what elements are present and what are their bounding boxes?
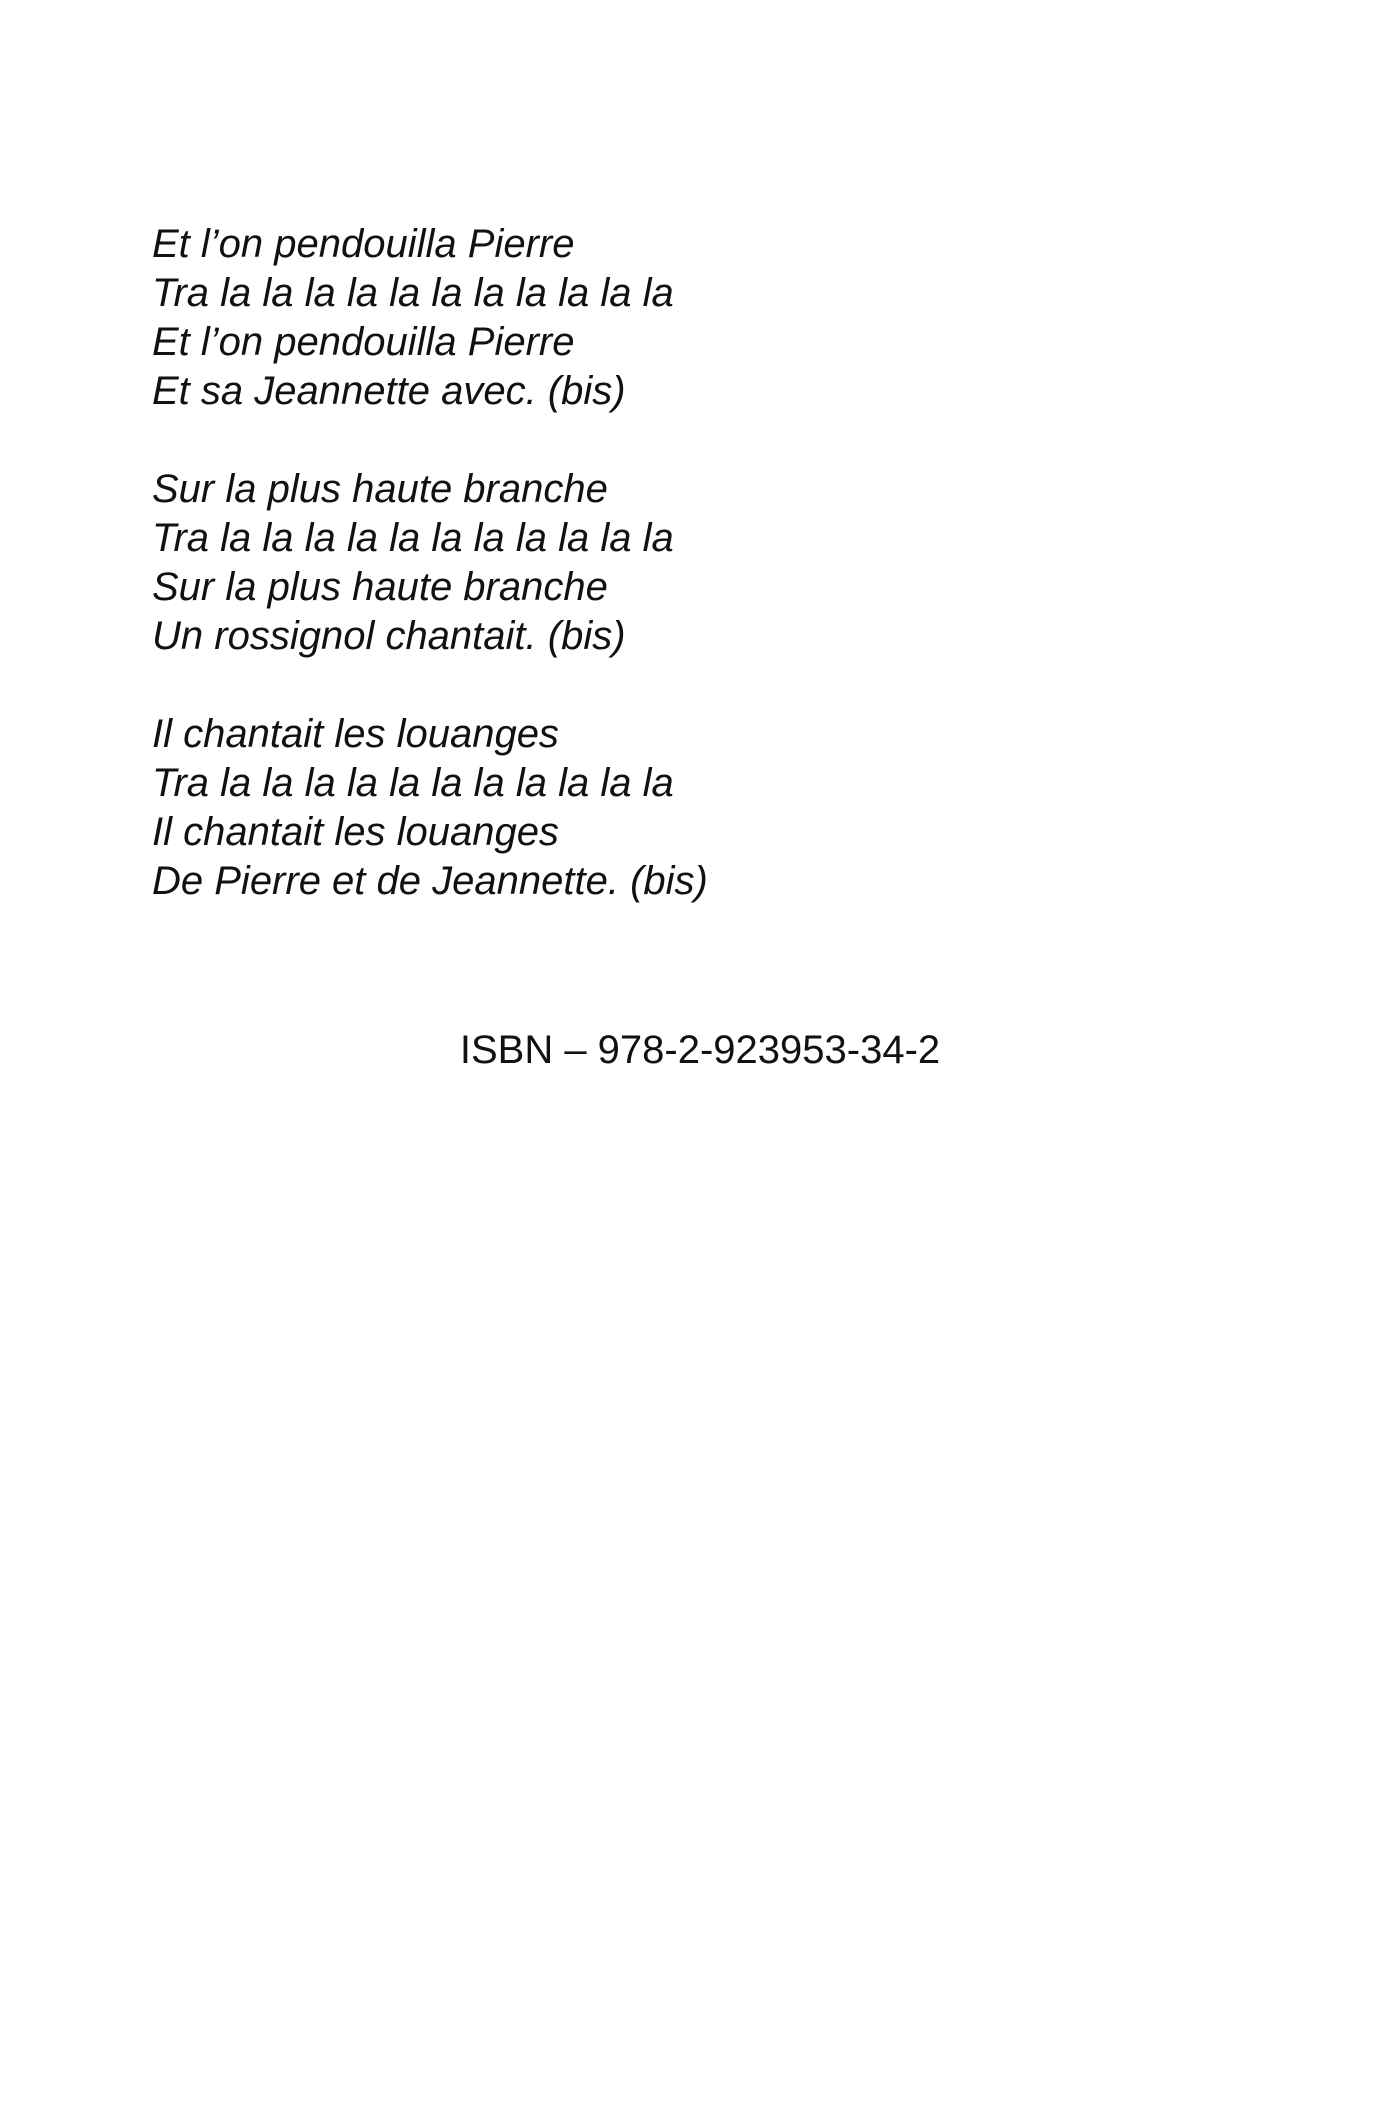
lyric-line: Sur la plus haute branche bbox=[152, 565, 608, 609]
stanza-1 bbox=[152, 220, 1152, 416]
stanza-3 bbox=[152, 710, 1152, 906]
isbn-number: ISBN – 978-2-923953-34-2 bbox=[459, 1028, 941, 1072]
song-lyrics bbox=[152, 220, 1152, 906]
stanza-2 bbox=[152, 465, 1152, 661]
lyric-line: Tra la la la la la la la la la la la bbox=[152, 516, 674, 560]
lyric-line: De Pierre et de Jeannette. (bis) bbox=[152, 859, 708, 903]
lyric-line: Et l’on pendouilla Pierre bbox=[152, 222, 575, 266]
lyric-line: Un rossignol chantait. (bis) bbox=[152, 614, 626, 658]
lyric-line: Et sa Jeannette avec. (bis) bbox=[152, 369, 626, 413]
lyric-line: Et l’on pendouilla Pierre bbox=[152, 320, 575, 364]
lyric-line: Sur la plus haute branche bbox=[152, 467, 608, 511]
lyric-line: Tra la la la la la la la la la la la bbox=[152, 761, 674, 805]
lyric-line: Il chantait les louanges bbox=[152, 712, 559, 756]
lyric-line: Il chantait les louanges bbox=[152, 810, 559, 854]
lyric-line: Tra la la la la la la la la la la la bbox=[152, 271, 674, 315]
